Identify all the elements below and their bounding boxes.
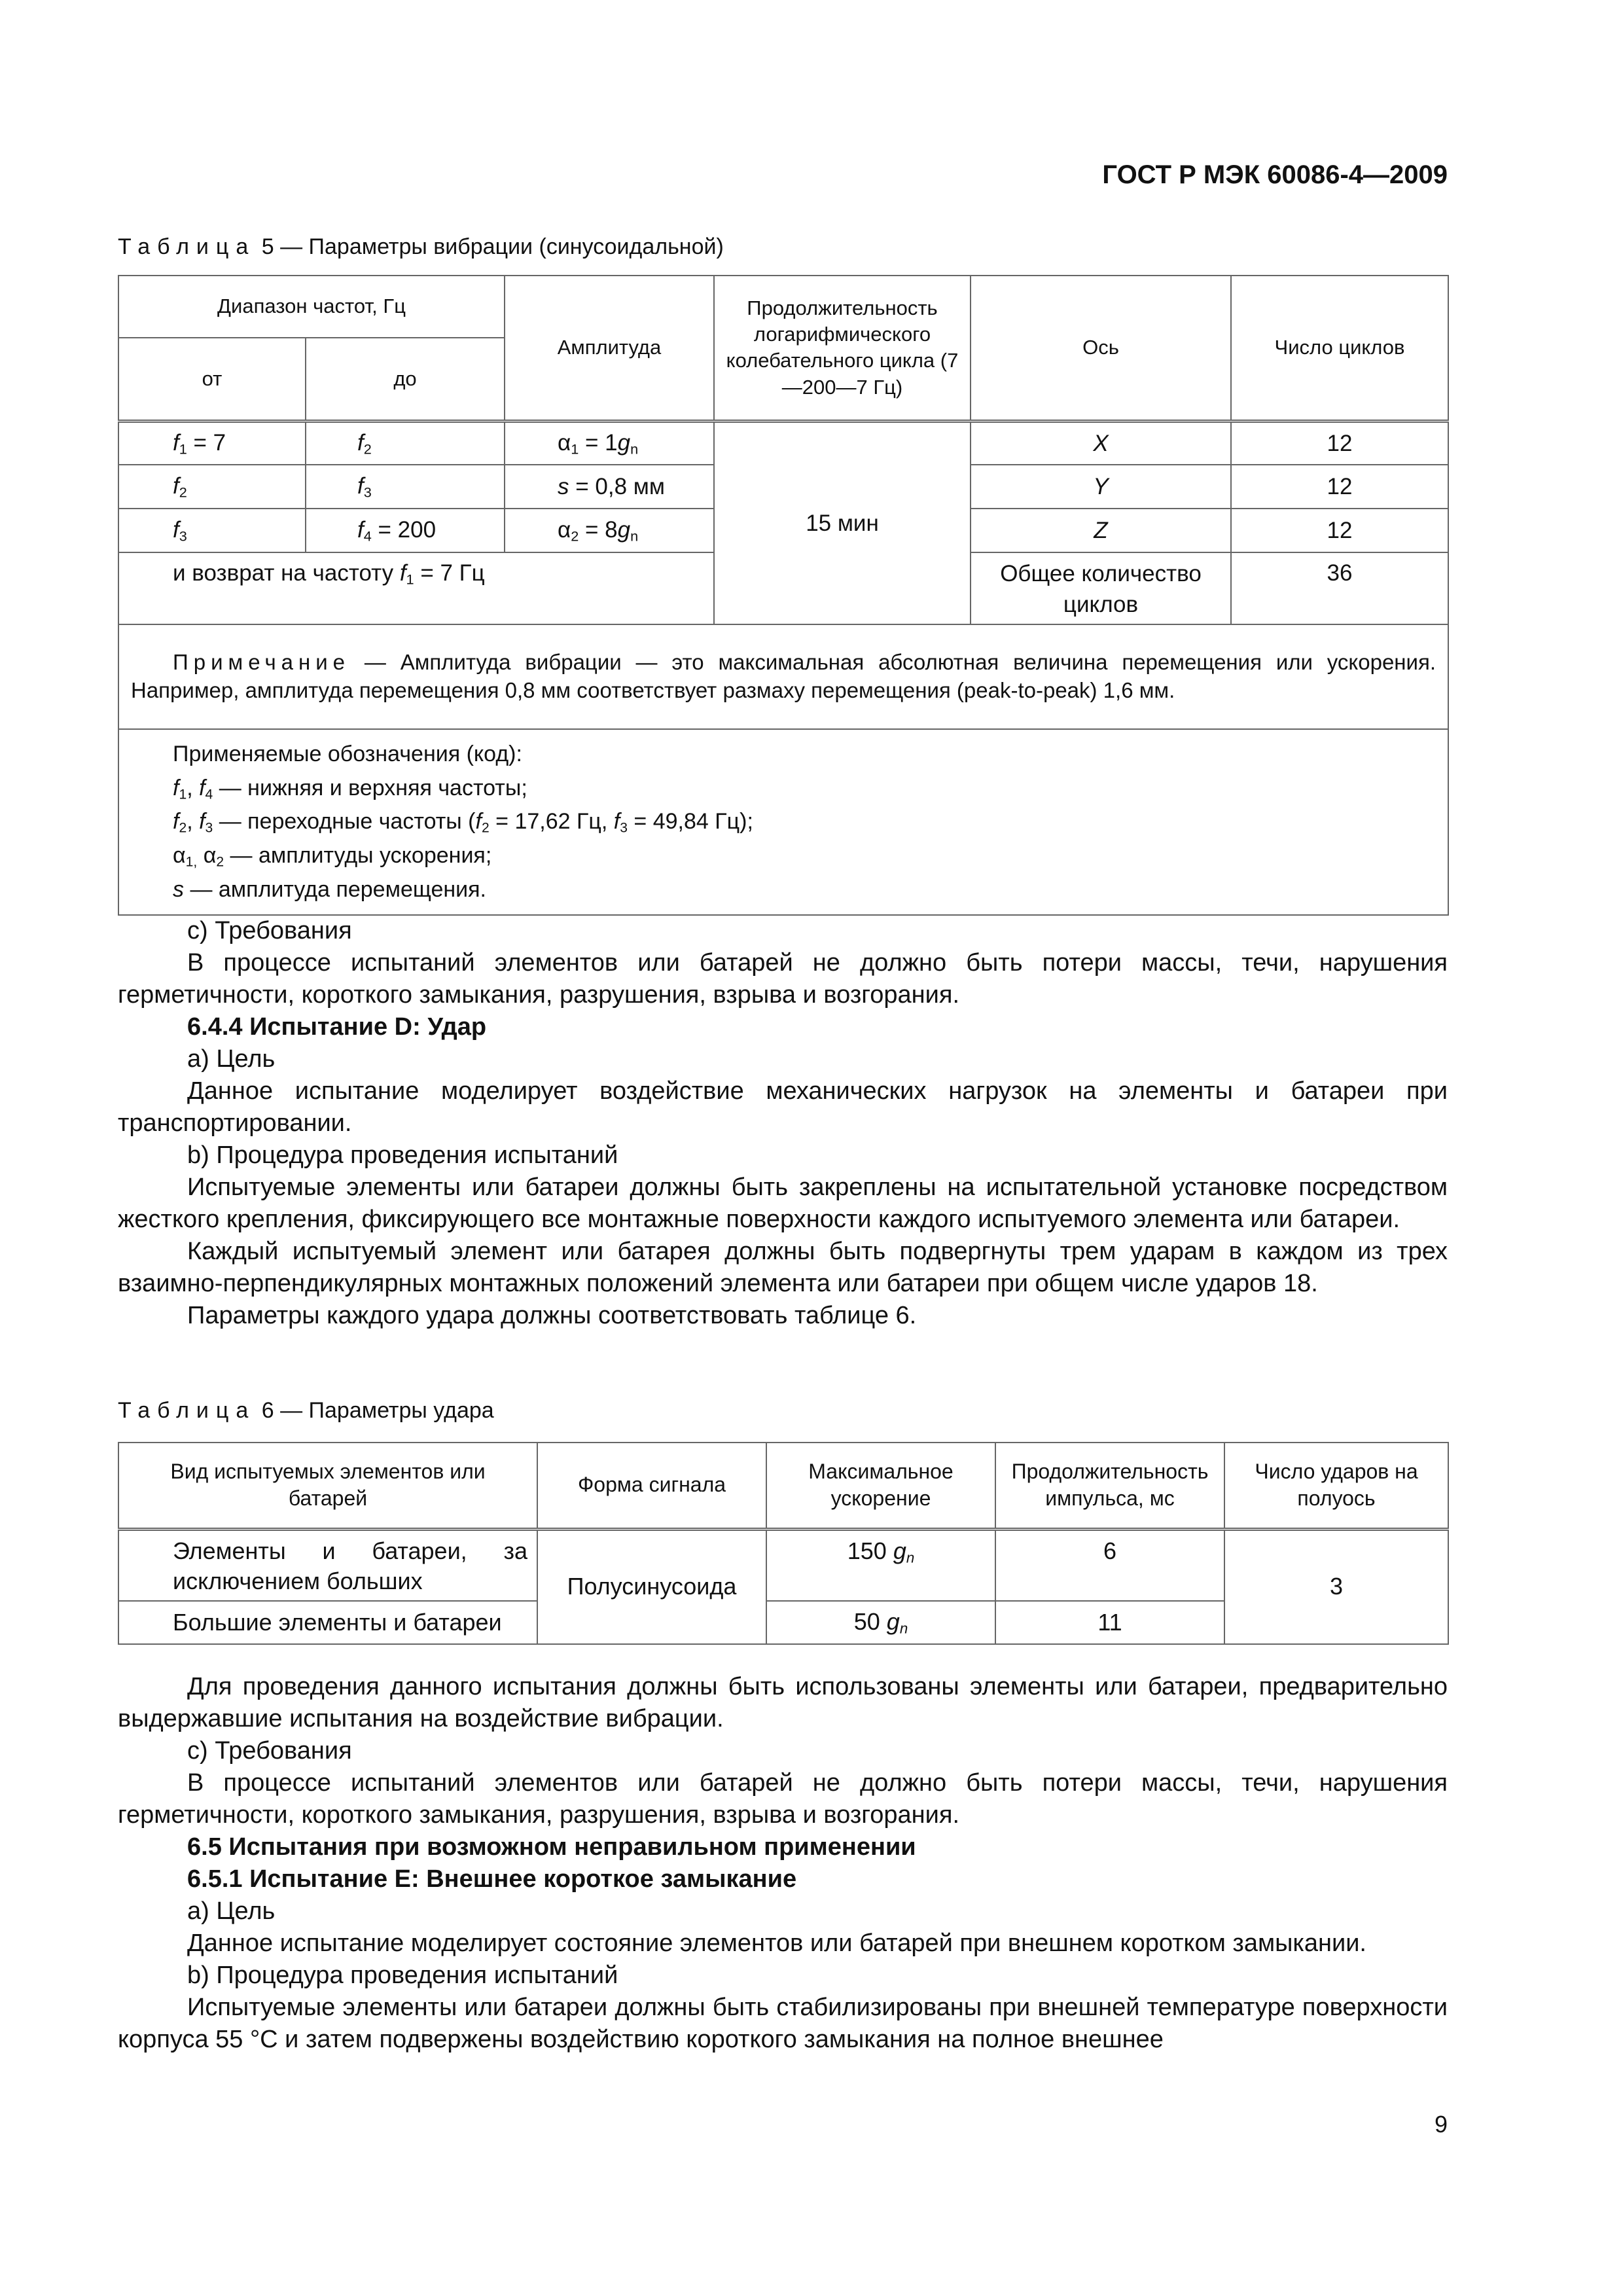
paragraph: Испытуемые элементы или батареи должны быть стабилизированы при внешней температуре поверхности корпуса 55 °С и затем подвержены воздействию короткого замыкания на полное внешнее [118, 1994, 1448, 2053]
head-axis: Ось [971, 276, 1231, 421]
head-signal: Форма сигнала [537, 1443, 766, 1529]
head-kind: Вид испытуемых элементов или батарей [118, 1443, 537, 1529]
table-legend: Применяемые обозначения (код): $f_1$, $f_4$ — нижняя и верхняя частоты; $f_2$, $f_3$ — переходные частоты ($f_2 = 17,62$ Гц, $f_3 = 49,84$ Гц); $\alpha_{1,}$ $\alpha_2$ — амплитуды ускорения; s — амплитуда перемещения. [118, 729, 1448, 915]
cell-total-value: 36 [1231, 552, 1448, 624]
cell-cycles: 12 [1231, 421, 1448, 465]
cell-cycles: 12 [1231, 509, 1448, 552]
cell-amplitude: s = 0,8 мм [505, 465, 714, 509]
table-row [118, 1529, 1448, 1601]
paragraph: c) Требования [187, 1737, 352, 1765]
cell-shocks: 3 [1224, 1529, 1448, 1644]
paragraph: Испытуемые элементы или батареи должны быть закреплены на испытательной установке посредством жесткого крепления, фиксирующего все монтажные поверхности каждого испытуемого элемента или батареи. [118, 1174, 1448, 1233]
section-heading: 6.5 Испытания при возможном неправильном применении [187, 1833, 916, 1861]
paragraph: Данное испытание моделирует состояние элементов или батарей при внешнем коротком замыкании. [187, 1929, 1366, 1957]
cell-to: $f_3$ [306, 465, 505, 509]
cell-pulse: 11 [995, 1601, 1224, 1644]
page-number: 9 [1434, 2111, 1448, 2138]
cell-axis: X [971, 421, 1231, 465]
cell-accel: 150 $g_n$ [766, 1529, 995, 1601]
legend-line: s — амплитуда перемещения. [173, 876, 486, 902]
head-freq-range: Диапазон частот, Гц [118, 276, 505, 338]
paragraph: В процессе испытаний элементов или батарей не должно быть потери массы, течи, нарушения герметичности, короткого замыкания, разрушения, взрыва и возгорания. [118, 1769, 1448, 1829]
cell-signal: Полусинусоида [537, 1529, 766, 1644]
head-shocks: Число ударов на полуось [1224, 1443, 1448, 1529]
head-from: от [118, 338, 306, 421]
table-row [118, 421, 1448, 465]
head-cycles: Число циклов [1231, 276, 1448, 421]
head-amplitude: Амплитуда [505, 276, 714, 421]
cell-kind: Элементы и батареи, за исключением больших [118, 1529, 537, 1601]
legend-line: $f_1$, $f_4$ — нижняя и верхняя частоты; [173, 775, 527, 802]
legend-line: $f_2$, $f_3$ — переходные частоты ($f_2 = 17,62$ Гц, $f_3 = 49,84$ Гц); [173, 809, 753, 836]
paragraph: Для проведения данного испытания должны быть использованы элементы или батареи, предварительно выдержавшие испытания на воздействие вибрации. [118, 1673, 1448, 1732]
cell-amplitude: $\alpha_2 = 8g_n$ [505, 509, 714, 552]
paragraph: b) Процедура проведения испытаний [187, 1141, 618, 1169]
cell-axis: Z [971, 509, 1231, 552]
paragraph: Параметры каждого удара должны соответствовать таблице 6. [187, 1302, 917, 1329]
cell-amplitude: $\alpha_1 = 1g_n$ [505, 421, 714, 465]
paragraph: Данное испытание моделирует воздействие механических нагрузок на элементы и батареи при транспортировании. [118, 1077, 1448, 1137]
section-6-4-text [118, 915, 1448, 1332]
cell-total-label: Общее количество циклов [971, 552, 1231, 624]
cell-duration: 15 мин [714, 421, 971, 624]
head-to: до [306, 338, 505, 421]
paragraph: a) Цель [187, 1897, 276, 1925]
cell-axis: Y [971, 465, 1231, 509]
section-heading: 6.5.1 Испытание E: Внешнее короткое замыкание [187, 1865, 797, 1893]
table5-caption: Таблица 5 — Параметры вибрации (синусоидальной) [118, 234, 724, 259]
legend-line: $\alpha_{1,}$ $\alpha_2$ — амплитуды ускорения; [173, 843, 492, 870]
section-heading: 6.4.4 Испытание D: Удар [187, 1013, 487, 1041]
vibration-table [118, 275, 1449, 916]
cell-to: $f_4 = 200$ [306, 509, 505, 552]
shock-table [118, 1442, 1449, 1645]
section-6-5-text [118, 1671, 1448, 2056]
cell-from: $f_1 = 7$ [118, 421, 306, 465]
table6-caption: Таблица 6 — Параметры удара [118, 1398, 494, 1423]
paragraph: Каждый испытуемый элемент или батарея должны быть подвергнуты трем ударам в каждом из трех взаимно-перпендикулярных монтажных положений элемента или батареи при общем числе ударов 18. [118, 1238, 1448, 1297]
head-pulse: Продолжительность импульса, мс [995, 1443, 1224, 1529]
cell-pulse: 6 [995, 1529, 1224, 1601]
cell-return: и возврат на частоту $f_1 = 7$ Гц [118, 552, 714, 624]
paragraph: b) Процедура проведения испытаний [187, 1962, 618, 1989]
table-note: Примечание — Амплитуда вибрации — это максимальная абсолютная величина перемещения или ускорения. Например, амплитуда перемещения 0,8 мм соответствует размаху перемещения (peak-to-peak) 1,6 мм. [118, 624, 1448, 729]
paragraph: c) Требования [187, 917, 352, 944]
cell-from: $f_2$ [118, 465, 306, 509]
paragraph: a) Цель [187, 1045, 276, 1073]
head-duration: Продолжительность логарифмического колебательного цикла (7—200—7 Гц) [714, 276, 971, 421]
document-header: ГОСТ Р МЭК 60086-4—2009 [1102, 160, 1448, 189]
cell-cycles: 12 [1231, 465, 1448, 509]
head-accel: Максимальное ускорение [766, 1443, 995, 1529]
cell-accel: 50 $g_n$ [766, 1601, 995, 1644]
paragraph: В процессе испытаний элементов или батарей не должно быть потери массы, течи, нарушения герметичности, короткого замыкания, разрушения, взрыва и возгорания. [118, 949, 1448, 1009]
cell-kind: Большие элементы и батареи [118, 1601, 537, 1644]
cell-from: $f_3$ [118, 509, 306, 552]
cell-to: $f_2$ [306, 421, 505, 465]
